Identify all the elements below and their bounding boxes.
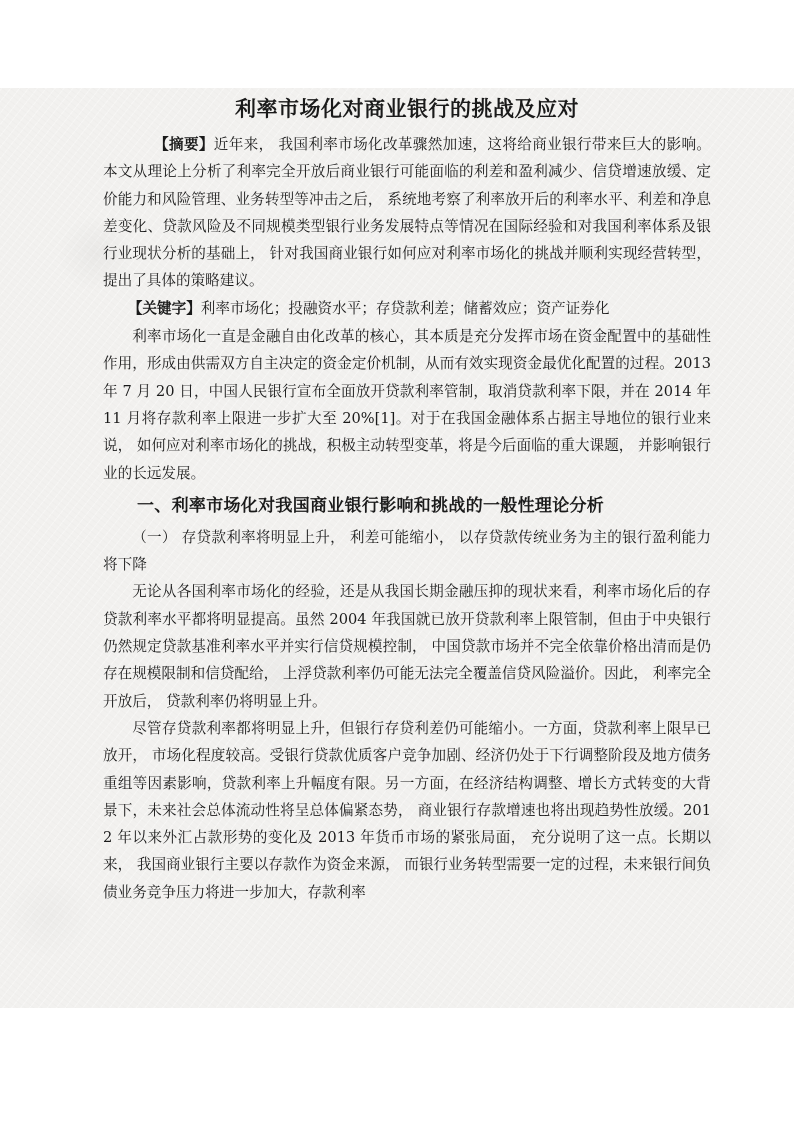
keywords-text: 利率市场化；投融资水平；存贷款利差；储蓄效应；资产证券化 xyxy=(200,299,610,317)
body-paragraph: 尽管存贷款利率都将明显上升，但银行存贷利差仍可能缩小。一方面，贷款利率上限早已放开， 市场化程度较高。受银行贷款优质客户竞争加剧、经济仍处于下行调整阶段及地方债务重组等因素影响，贷款利率上升幅度有限。另一方面，在经济结构调整、增长方式转变的大背景下，未来社会总体流动性将呈总体偏紧态势， 商业银行存款增速也将出现趋势性放缓。2012 年以来外汇占款形势的变化及 2013 年货币市场的紧张局面， 充分说明了这一点。长期以来， 我国商业银行主要以存款作为资金来源， 而银行业务转型需要一定的过程，未来银行间负债业务竞争压力将进一步加大，存款利率 xyxy=(103,719,711,901)
abstract-paragraph xyxy=(103,131,711,295)
section-heading: 一、利率市场化对我国商业银行影响和挑战的一般性理论分析 xyxy=(137,495,605,516)
keywords-label: 【关键字】 xyxy=(127,299,201,317)
abstract-label: 【摘要】 xyxy=(154,136,214,153)
body-paragraph: 无论从各国利率市场化的经验，还是从我国长期金融压抑的现状来看，利率市场化后的存贷款利率水平都将明显提高。虽然 2004 年我国就已放开贷款利率上限管制，但由于中央银行仍然规定贷款基准利率水平并实行信贷规模控制， 中国贷款市场并不完全依靠价格出清而是仍存在规模限制和信贷配给， 上浮贷款利率仍可能无法完全覆盖信贷风险溢价。因此， 利率完全开放后， 贷款利率仍将明显上升。 xyxy=(103,583,711,710)
keywords-paragraph xyxy=(103,295,711,322)
document-page xyxy=(103,94,711,906)
subsection-heading: （一） 存贷款利率将明显上升， 利差可能缩小， 以存贷款传统业务为主的银行盈利能力将下降 xyxy=(103,528,711,574)
abstract-text: 近年来， 我国利率市场化改革骤然加速，这将给商业银行带来巨大的影响。本文从理论上分析了利率完全开放后商业银行可能面临的利差和盈利减少、信贷增速放缓、定价能力和风险管理、业务转型等冲击之后， 系统地考察了利率放开后的利率水平、利差和净息差变化、贷款风险及不同规模类型银行业务发展特点等情况在国际经验和对我国利率体系及银行业现状分析的基础上， 针对我国商业银行如何应对利率市场化的挑战并顺利实现经营转型， 提出了具体的策略建议。 xyxy=(103,136,711,290)
intro-paragraph: 利率市场化一直是金融自由化改革的核心，其本质是充分发挥市场在资金配置中的基础性作用，形成由供需双方自主决定的资金定价机制，从而有效实现资金最优化配置的过程。2013 年 7 月 20 日，中国人民银行宣布全面放开贷款利率管制，取消贷款利率下限，并在 2014 年 11 月将存款利率上限进一步扩大至 20%[1]。对于在我国金融体系占据主导地位的银行业来说， 如何应对利率市场化的挑战，积极主动转型变革，将是今后面临的重大课题， 并影响银行业的长远发展。 xyxy=(103,328,711,482)
document-title: 利率市场化对商业银行的挑战及应对 xyxy=(235,96,579,121)
